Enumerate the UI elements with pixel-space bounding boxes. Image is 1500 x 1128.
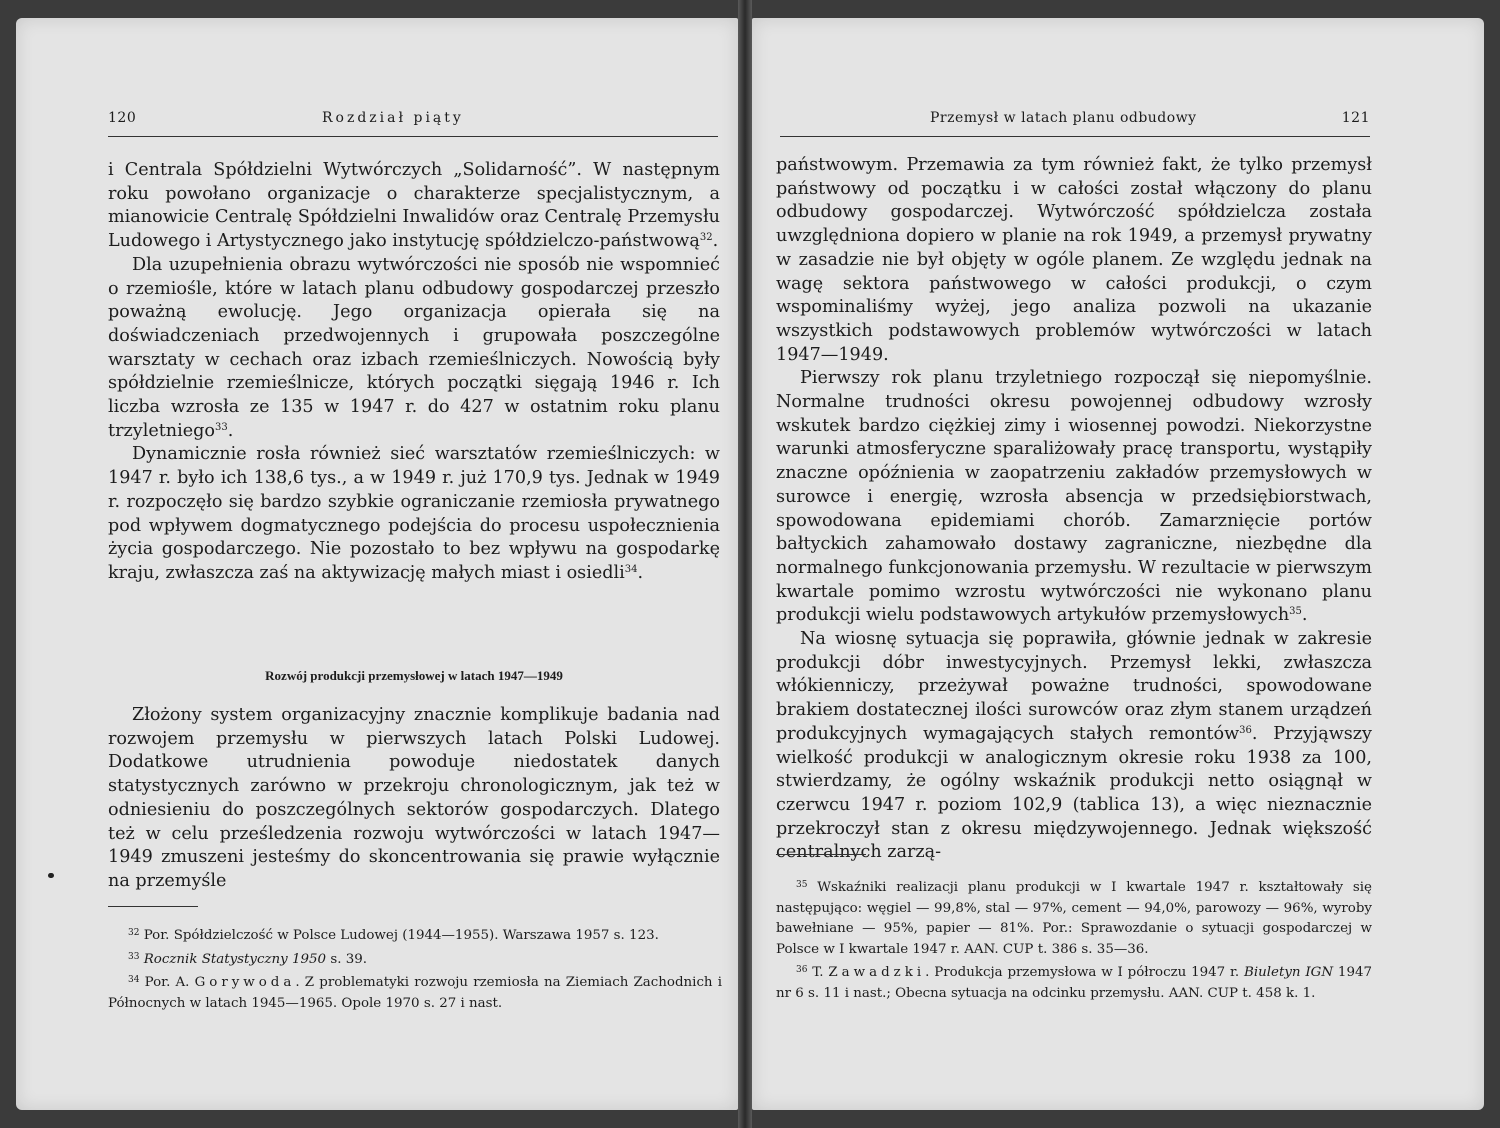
footnote-ref: 36 bbox=[1239, 724, 1252, 736]
footnote: $^{35}$ Wskaźniki realizacji planu produkcji w I kwartale 1947 r. kształtowały się następująco: węgiel — 99,8%, stal — 97%, cement — 94,0%, parowozy — 96%, wyroby bawełniane — 95%, papier — 81%. Por.: Sprawozdanie o sytuacji gospodarczej w Polsce w I kwartale 1947 r. AAN. CUP t. 386 s. 35—36. bbox=[776, 880, 1372, 957]
footnote: $^{34}$ Por. A. Gorywoda. Z problematyki rozwoju rzemiosła na Ziemiach Zachodnich i Północnych w latach 1945—1965. Opole 1970 s. 27 i nast. bbox=[108, 975, 722, 1011]
header-rule bbox=[780, 136, 1370, 137]
running-title: Rozdział piąty bbox=[322, 110, 464, 126]
paragraph: Pierwszy rok planu trzyletniego rozpoczął się niepomyślnie. Normalne trudności okresu powojennej odbudowy wzrosły wskutek bardzo ciężkiej zimy i wiosennej powodzi. Niekorzystne warunki atmosferyczne sparaliżowały pracę transportu, wystąpiły znaczne opóźnienia w zaopatrzeniu zakładów przemysłowych w surowce i energię, wzrosła absencja w przedsiębiorstwach, spowodowana epidemiami chorób. Zamarznięcie portów bałtyckich zahamowało dostawy zagraniczne, niezbędne dla normalnego funkcjonowania przemysłu. W rezultacie w pierwszym kwartale pomimo wzrostu wytwórczości nie wykonano planu produkcji wielu podstawowych artykułów przemysłowych$^{35}$. bbox=[776, 368, 1372, 626]
running-title: Przemysł w latach planu odbudowy bbox=[930, 110, 1197, 126]
body-text bbox=[776, 154, 1372, 865]
footnote: $^{36}$ T. Zawadzki. Produkcja przemysłowa w I półroczu 1947 r. Biuletyn IGN 1947 nr 6 s. 11 i nast.; Obecna sytuacja na odcinku przemysłu. AAN. CUP t. 458 k. 1. bbox=[776, 965, 1373, 1001]
footnote-ref: 34 bbox=[624, 563, 638, 575]
footnote-ref: 35 bbox=[1289, 606, 1302, 618]
footnotes bbox=[108, 923, 722, 1014]
footnote-rule bbox=[108, 906, 198, 907]
page-number: 121 bbox=[1341, 110, 1370, 126]
paragraph: państwowym. Przemawia za tym również fakt, że tylko przemysł państwowy od początku i w całości został włączony do planu odbudowy gospodarczej. Wytwórczość spółdzielcza została uwzględniona dopiero w planie na rok 1949, a przemysł prywatny w zasadzie nie był objęty w ogóle planem. Ze względu jednak na wagę sektora państwowego w całości produkcji, o czym wspominaliśmy wyżej, jego analiza pozwoli na ukazanie wszystkich podstawowych problemów wytwórczości w latach 1947—1949. bbox=[776, 155, 1372, 365]
paragraph: Na wiosnę sytuacja się poprawiła, głównie jednak w zakresie produkcji dóbr inwestycyjnych. Przemysł lekki, zwłaszcza włókienniczy, przeżywał poważne trudności, spowodowane brakiem dostatecznej ilości surowców oraz złym stanem urządzeń produkcyjnych wymagających stałych remontów$^{36}$. Przyjąwszy wielkość produkcji w analogicznym okresie roku 1938 za 100, stwierdzamy, że ogólny wskaźnik produkcji netto osiągnął w czerwcu 1947 r. poziom 102,9 (tablica 13), a więc nieznacznie przekroczył stan z okresu międzywojennego. Jednak większość centralnych zarzą- bbox=[776, 629, 1372, 863]
header-rule bbox=[108, 136, 718, 137]
footnotes bbox=[776, 875, 1372, 1005]
page-number: 120 bbox=[108, 110, 137, 126]
paragraph: Złożony system organizacyjny znacznie komplikuje badania nad rozwojem przemysłu w pierwszych latach Polski Ludowej. Dodatkowe utrudnienia powoduje niedostatek danych statystycznych zarówno w przekroju chronologicznym, jak też w odniesieniu do poszczególnych sektorów gospodarczych. Dlatego też w celu prześledzenia rozwoju wytwórczości w latach 1947—1949 zmuszeni jesteśmy do skoncentrowania się prawie wyłącznie na przemyśle bbox=[108, 705, 720, 891]
book-gutter bbox=[738, 0, 752, 1128]
footnote-rule bbox=[776, 854, 866, 855]
right-page bbox=[752, 18, 1484, 1110]
body-text-top bbox=[108, 159, 720, 586]
footnote: $^{32}$ Por. Spółdzielczość w Polsce Ludowej (1944—1955). Warszawa 1957 s. 123. bbox=[128, 928, 659, 943]
section-heading: Rozwój produkcji przemysłowej w latach 1947—1949 bbox=[265, 668, 563, 683]
footnote-ref: 33 bbox=[215, 421, 228, 433]
ink-speck bbox=[48, 873, 54, 878]
paragraph: Dla uzupełnienia obrazu wytwórczości nie sposób nie wspomnieć o rzemiośle, które w latach planu odbudowy gospodarczej przeszło poważną ewolucję. Jego organizacja opierała się na doświadczeniach przedwojennych i grupowała poszczególne warsztaty w cechach oraz izbach rzemieślniczych. Nowością były spółdzielnie rzemieślnicze, których początki sięgają 1946 r. Ich liczba wzrosła ze 135 w 1947 r. do 427 w ostatnim roku planu trzyletniego$^{33}$. bbox=[108, 254, 720, 441]
footnote: $^{33}$ Rocznik Statystyczny 1950 s. 39. bbox=[128, 951, 368, 967]
left-page bbox=[16, 18, 738, 1110]
paragraph: Dynamicznie rosła również sieć warsztatów rzemieślniczych: w 1947 r. było ich 138,6 tys., a w 1949 r. już 170,9 tys. Jednak w 1949 r. rozpoczęło się bardzo szybkie ograniczanie rzemiosła prywatnego pod wpływem dogmatycznego podejścia do procesu uspołecznienia życia gospodarczego. Nie pozostało to bez wpływu na gospodarkę kraju, zwłaszcza zaś na aktywizację małych miast i osiedli$^{34}$. bbox=[108, 444, 720, 583]
right-page-header bbox=[780, 110, 1370, 130]
paragraph: i Centrala Spółdzielni Wytwórczych „Solidarność”. W następnym roku powołano organizacje o charakterze specjalistycznym, a mianowicie Centralę Spółdzielni Inwalidów oraz Centralę Przemysłu Ludowego i Artystycznego jako instytucję spółdzielczo-państwową$^{32}$. bbox=[108, 160, 720, 252]
left-page-header bbox=[108, 110, 718, 130]
footnote-ref: 32 bbox=[699, 232, 713, 244]
body-text-bottom bbox=[108, 704, 720, 894]
